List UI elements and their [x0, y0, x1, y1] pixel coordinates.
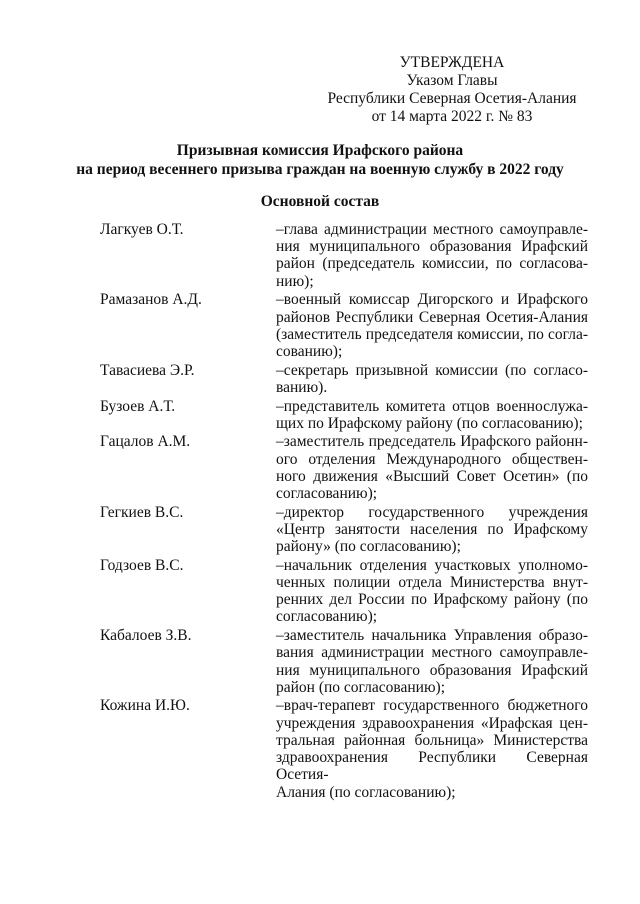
member-role-line: ченных полиции отдела Министерства внут-	[276, 574, 588, 592]
member-role-line: согласованию);	[276, 485, 378, 503]
member-role	[276, 557, 588, 626]
member-role	[276, 697, 588, 800]
approval-republic: Республики Северная Осетия-Алания	[327, 90, 577, 107]
document-title-line-1: Призывная комиссия Ирафского района	[176, 142, 464, 159]
member-row	[100, 221, 588, 290]
member-name: Бузоев А.Т.	[100, 397, 176, 415]
member-row	[100, 697, 588, 800]
member-row	[100, 398, 588, 432]
member-row	[100, 433, 588, 502]
member-role-line: ванию).	[276, 378, 328, 396]
member-role-line: щих по Ирафскому району (по согласованию);	[276, 414, 583, 432]
member-role-line: район (председатель комиссии, по согласова-	[276, 255, 588, 273]
approval-stamp	[322, 54, 582, 126]
member-role	[276, 221, 588, 290]
member-role-line: районов Республики Северная Осетия-Алания	[276, 308, 588, 326]
member-role	[276, 433, 588, 502]
member-row	[100, 504, 588, 556]
member-name: Кожина И.Ю.	[100, 697, 190, 715]
member-role-line: ния муниципального образования Ирафский	[276, 661, 588, 679]
member-role-line: ренних дел России по Ирафскому району (по	[276, 591, 588, 609]
member-role-line: здравоохранения Республики Северная Осетия-	[276, 749, 588, 784]
member-name: Годзоев В.С.	[100, 556, 184, 574]
document-title	[0, 141, 640, 179]
member-name: Тавасиева Э.Р.	[100, 361, 195, 379]
member-role-line: «Центр занятости населения по Ирафскому	[276, 520, 588, 538]
member-role-line: ного движения «Высший Совет Осетин» (по	[276, 467, 588, 485]
member-role	[276, 362, 588, 396]
member-role-line: –глава администрации местного самоуправле-	[276, 221, 588, 238]
approval-date-number: от 14 марта 2022 г. № 83	[371, 108, 533, 125]
member-role	[276, 627, 588, 696]
section-title: Основной состав	[260, 193, 380, 210]
member-role-line: –директор государственного учреждения	[276, 503, 588, 521]
document-title-line-2: на период весеннего призыва граждан на военную службу в 2022 году	[76, 161, 564, 178]
member-role-line: ого отделения Международного обществен-	[276, 450, 588, 468]
member-role-line: учреждения здравоохранения «Ирафская цен-	[276, 714, 588, 732]
member-row	[100, 627, 588, 696]
member-row	[100, 291, 588, 360]
member-role-line: Алания (по согласованию);	[276, 783, 456, 801]
member-role-line: –начальник отделения участковых уполномо-	[276, 556, 588, 574]
member-role-line: –представитель комитета отцов военнослужа-	[276, 397, 588, 415]
member-role-line: вания администрации местного самоуправле-	[276, 644, 588, 662]
member-role-line: –секретарь призывной комиссии (по согласо-	[276, 361, 588, 379]
member-role-line: (заместитель председателя комиссии, по согла-	[276, 325, 588, 343]
member-row	[100, 557, 588, 626]
member-name: Рамазанов А.Д.	[100, 291, 202, 309]
member-role-line: –военный комиссар Дигорского и Ирафского	[276, 291, 588, 309]
member-role-line: –заместитель начальника Управления образо-	[276, 627, 588, 645]
member-name: Гацалов А.М.	[100, 433, 191, 451]
member-name: Кабалоев З.В.	[100, 627, 192, 645]
member-role-line: согласованию);	[276, 608, 378, 626]
member-role	[276, 398, 588, 432]
approval-decree: Указом Главы	[406, 72, 498, 89]
member-role-line: район (по согласованию);	[276, 678, 446, 696]
member-role-line: –заместитель председатель Ирафского районн-	[276, 433, 588, 451]
member-role-line: району» (по согласованию);	[276, 538, 461, 556]
member-role-line: –врач-терапевт государственного бюджетного	[276, 697, 588, 715]
member-role-line: сованию);	[276, 342, 343, 360]
member-role-line: тральная районная больница» Министерства	[276, 731, 588, 749]
member-role-line: нию);	[276, 272, 314, 290]
member-name: Лагкуев О.Т.	[100, 221, 184, 238]
member-role	[276, 291, 588, 360]
member-row	[100, 362, 588, 396]
members-list	[100, 221, 588, 802]
approval-heading: УТВЕРЖДЕНА	[399, 54, 505, 71]
member-role-line: ния муниципального образования Ирафский	[276, 238, 588, 256]
member-name: Гегкиев В.С.	[100, 503, 184, 521]
member-role	[276, 504, 588, 556]
